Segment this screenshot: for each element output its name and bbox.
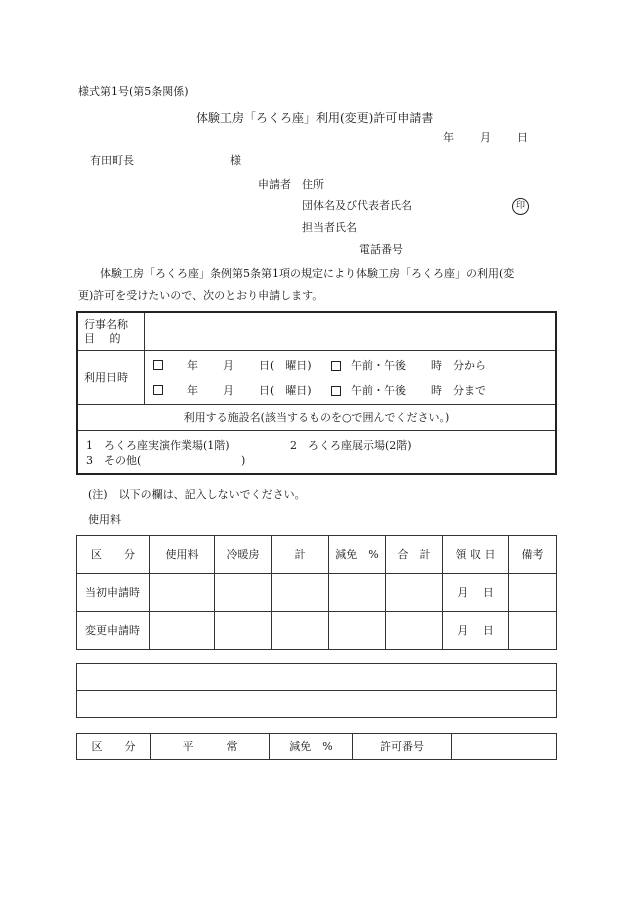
dates-label: 利用日時: [77, 350, 145, 404]
facility-option-3[interactable]: 3 その他( ): [86, 453, 246, 467]
address-label: 住所: [302, 178, 324, 191]
application-table: [76, 311, 557, 475]
fee-header-receipt-date: 領 収 日: [443, 536, 509, 574]
fee-header-exemption: 減免 %: [329, 536, 386, 574]
checkbox-ampm-end[interactable]: [331, 386, 341, 396]
permit-table: [76, 733, 557, 760]
facility-option-2[interactable]: 2 ろくろ座展示場(2階): [290, 438, 412, 452]
addressee: 有田町長: [90, 154, 134, 167]
fee-header-total: 合 計: [386, 536, 443, 574]
phone-label: 電話番号: [359, 243, 403, 256]
contact-person-label: 担当者氏名: [302, 221, 357, 234]
form-number: 様式第1号(第5条関係): [78, 85, 189, 98]
blank-row: [77, 691, 557, 718]
blank-table: [76, 663, 557, 718]
body-text-line2: 更)許可を受けたいので、次のとおり申請します。: [78, 289, 324, 302]
date-day-label: 日: [517, 131, 528, 144]
checkbox-ampm-start[interactable]: [331, 361, 341, 371]
dates-cell: [145, 350, 557, 404]
start-datetime-row: 年 月 日( 曜日) 午前・午後 時 分から: [153, 360, 163, 371]
blank-row: [77, 664, 557, 691]
form-title: 体験工房「ろくろ座」利用(変更)許可申請書: [196, 111, 434, 125]
fee-row-change-label: 変更申請時: [77, 612, 150, 650]
fee-header-kubun: 区 分: [77, 536, 150, 574]
checkbox-end[interactable]: [153, 385, 163, 395]
facility-option-1[interactable]: 1 ろくろ座実演作業場(1階): [86, 438, 230, 452]
fee-label: 使用料: [88, 513, 121, 526]
fee-row-initial-label: 当初申請時: [77, 574, 150, 612]
facility-options-cell: [77, 430, 556, 474]
permit-number-label: 許可番号: [353, 734, 452, 760]
date-year-label: 年: [443, 131, 454, 144]
group-rep-label: 団体名及び代表者氏名: [302, 199, 412, 212]
permit-kubun: 区 分: [77, 734, 151, 760]
fee-header-subtotal: 計: [272, 536, 329, 574]
seal-mark: 印: [512, 198, 529, 215]
fee-header-remarks: 備考: [509, 536, 557, 574]
event-input-cell[interactable]: [145, 312, 557, 350]
applicant-label: 申請者: [258, 178, 291, 191]
fee-row-initial-date: 月 日: [443, 574, 509, 612]
permit-regular: 平 常: [151, 734, 270, 760]
fee-header-usage: 使用料: [150, 536, 215, 574]
permit-number-value: [452, 734, 557, 760]
note-text: (注) 以下の欄は、記入しないでください。: [88, 488, 306, 501]
fee-row-change-date: 月 日: [443, 612, 509, 650]
date-month-label: 月: [480, 131, 491, 144]
end-datetime-row: 年 月 日( 曜日) 午前・午後 時 分まで: [153, 385, 163, 396]
event-label-cell: [77, 312, 145, 350]
facility-header: 利用する施設名(該当するものを○で囲んでください。): [77, 404, 556, 430]
honorific: 様: [230, 154, 241, 167]
fee-header-aircon: 冷暖房: [215, 536, 272, 574]
event-name-label: 行事名称: [84, 317, 128, 331]
event-purpose-label: 目 的: [84, 331, 121, 345]
checkbox-start[interactable]: [153, 360, 163, 370]
permit-exemption: 減免 %: [270, 734, 353, 760]
fee-table: [76, 535, 557, 650]
body-text-line1: 体験工房「ろくろ座」条例第5条第1項の規定により体験工房「ろくろ座」の利用(変: [100, 267, 515, 280]
